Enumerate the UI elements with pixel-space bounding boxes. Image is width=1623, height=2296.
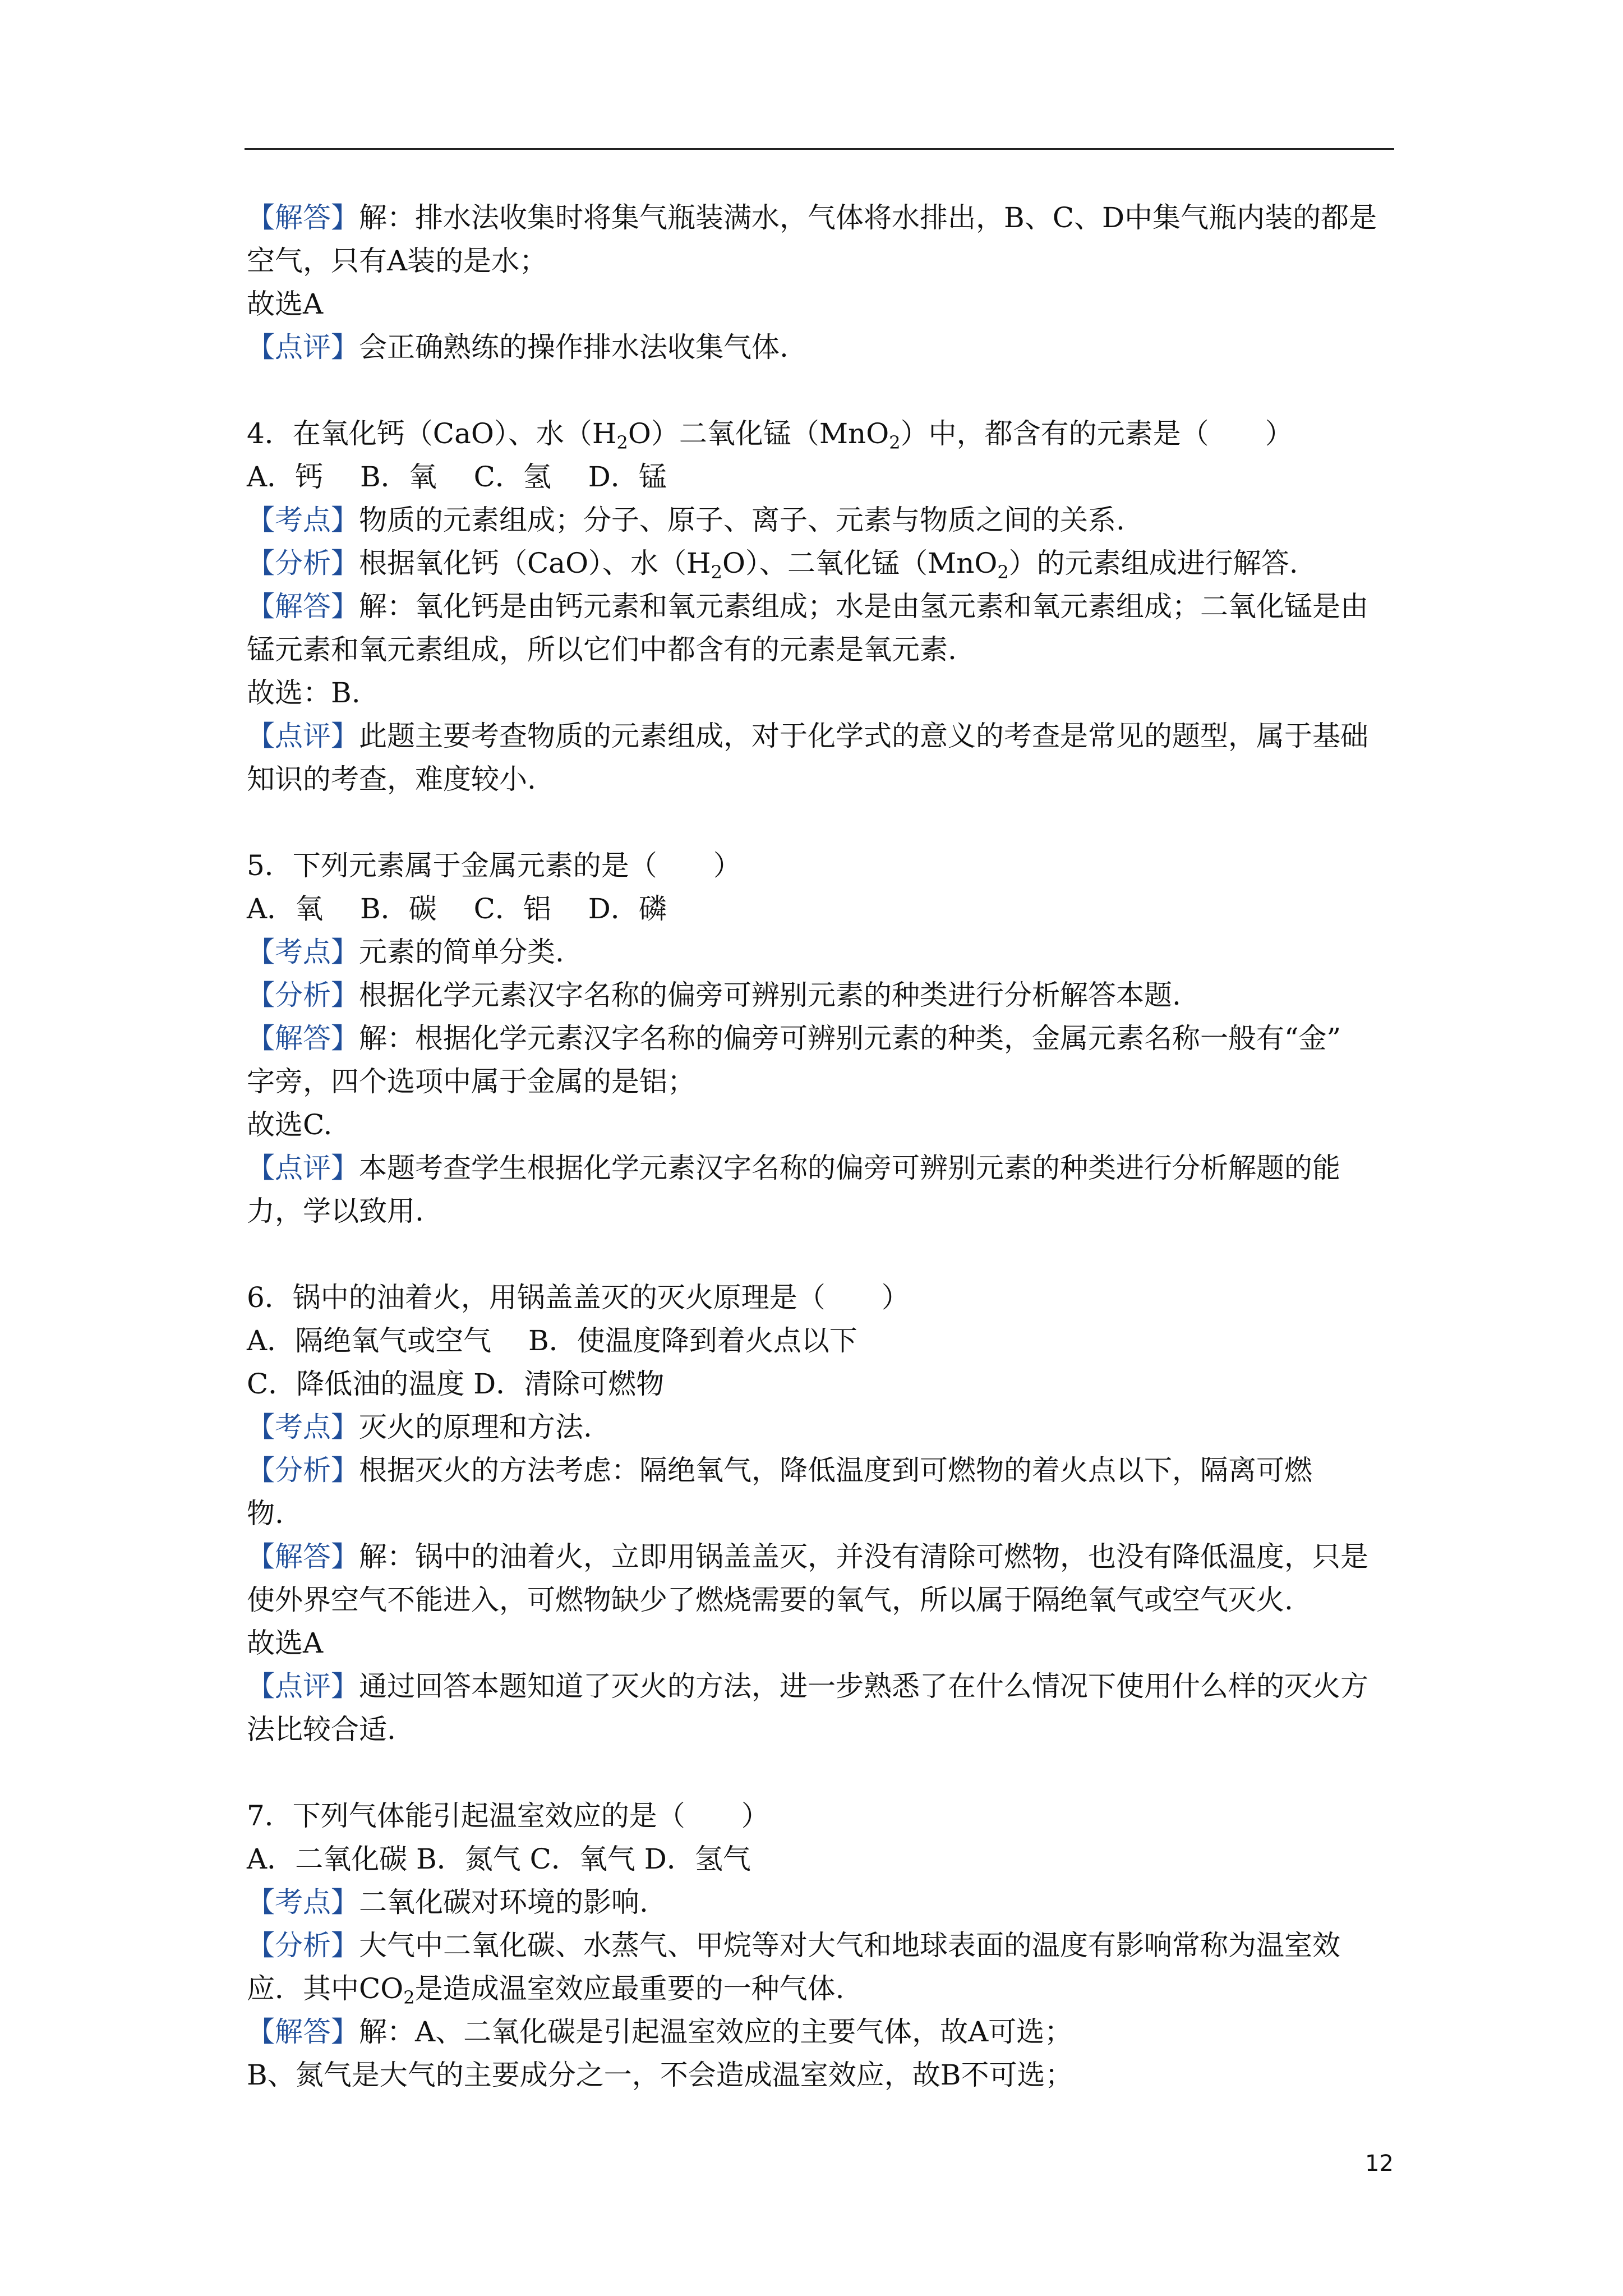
line-text: 会正确熟练的操作排水法收集气体. xyxy=(359,331,789,364)
section-tag: 【考点】 xyxy=(247,1886,359,1918)
line-text: 使外界空气不能进入，可燃物缺少了燃烧需要的氧气，所以属于隔绝氧气或空气灭火. xyxy=(247,1584,1293,1616)
text-line xyxy=(247,844,1413,887)
line-text: 故选C. xyxy=(247,1108,333,1141)
text-line xyxy=(247,1449,1413,1492)
text-line xyxy=(247,1708,1413,1751)
section-tag: 【考点】 xyxy=(247,936,359,968)
line-text: 根据灭火的方法考虑：隔绝氧气，降低温度到可燃物的着火点以下，隔离可燃 xyxy=(359,1454,1312,1487)
subscript: 2 xyxy=(711,562,723,583)
line-text: 锰元素和氧元素组成，所以它们中都含有的元素是氧元素. xyxy=(247,633,957,666)
line-text: 5．下列元素属于金属元素的是（ ） xyxy=(247,849,741,882)
section-tag: 【解答】 xyxy=(247,2016,359,2048)
blank-line xyxy=(247,369,1413,412)
text-line xyxy=(247,283,1413,326)
text-line xyxy=(247,887,1413,931)
line-text: A．隔绝氧气或空气 B．使温度降到着火点以下 xyxy=(247,1324,857,1357)
line-text: 通过回答本题知道了灭火的方法，进一步熟悉了在什么情况下使用什么样的灭火方 xyxy=(359,1670,1368,1703)
text-line xyxy=(247,1276,1413,1319)
line-text: O）二氧化锰（MnO xyxy=(628,417,889,450)
section-tag: 【分析】 xyxy=(247,1929,359,1962)
section-tag: 【解答】 xyxy=(247,201,359,234)
line-text: 根据化学元素汉字名称的偏旁可辨别元素的种类进行分析解答本题. xyxy=(359,979,1181,1011)
text-line xyxy=(247,1319,1413,1363)
line-text: 故选A xyxy=(247,1627,324,1659)
text-line xyxy=(247,1190,1413,1233)
line-text: A．二氧化碳 B．氮气 C．氧气 D．氢气 xyxy=(247,1843,751,1875)
line-text: 解：根据化学元素汉字名称的偏旁可辨别元素的种类，金属元素名称一般有“金” xyxy=(359,1022,1341,1055)
subscript: 2 xyxy=(889,432,901,453)
text-line xyxy=(247,326,1413,369)
subscript: 2 xyxy=(403,1987,415,2008)
text-line xyxy=(247,1060,1413,1103)
section-tag: 【解答】 xyxy=(247,1022,359,1055)
line-text: 二氧化碳对环境的影响. xyxy=(359,1886,648,1918)
text-line xyxy=(247,196,1413,240)
section-tag: 【解答】 xyxy=(247,590,359,623)
line-text: 本题考查学生根据化学元素汉字名称的偏旁可辨别元素的种类进行分析解题的能 xyxy=(359,1152,1340,1184)
line-text: 力，学以致用. xyxy=(247,1195,424,1227)
text-line xyxy=(247,499,1413,542)
text-line xyxy=(247,1103,1413,1147)
text-line xyxy=(247,585,1413,628)
text-line xyxy=(247,758,1413,801)
line-text: A．氧 B．碳 C．铝 D．磷 xyxy=(247,892,667,925)
subscript: 2 xyxy=(616,432,628,453)
text-line xyxy=(247,1017,1413,1060)
document-body xyxy=(247,196,1413,2097)
blank-line xyxy=(247,1751,1413,1795)
line-text: 物质的元素组成；分子、原子、离子、元素与物质之间的关系. xyxy=(359,504,1125,536)
line-text: 解：排水法收集时将集气瓶装满水，气体将水排出，B、C、D中集气瓶内装的都是 xyxy=(359,201,1377,234)
text-line xyxy=(247,1579,1413,1622)
line-text: 是造成温室效应最重要的一种气体. xyxy=(414,1972,845,2005)
text-line xyxy=(247,542,1413,585)
text-line xyxy=(247,1924,1413,1967)
blank-line xyxy=(247,1233,1413,1276)
text-line xyxy=(247,455,1413,499)
header-rule xyxy=(245,148,1394,150)
line-text: 6．锅中的油着火，用锅盖盖灭的灭火原理是（ ） xyxy=(247,1281,910,1314)
line-text: 空气，只有A装的是水； xyxy=(247,245,548,277)
text-line xyxy=(247,1665,1413,1708)
text-line xyxy=(247,1838,1413,1881)
line-text: 解：氧化钙是由钙元素和氧元素组成；水是由氢元素和氧元素组成；二氧化锰是由 xyxy=(359,590,1368,623)
section-tag: 【考点】 xyxy=(247,1411,359,1443)
section-tag: 【点评】 xyxy=(247,331,359,364)
line-text: 解：锅中的油着火，立即用锅盖盖灭，并没有清除可燃物，也没有降低温度，只是 xyxy=(359,1540,1368,1573)
blank-line xyxy=(247,801,1413,844)
line-text: 应．其中CO xyxy=(247,1972,404,2005)
text-line xyxy=(247,715,1413,758)
text-line xyxy=(247,1622,1413,1665)
line-text: 字旁，四个选项中属于金属的是铝； xyxy=(247,1065,695,1098)
section-tag: 【分析】 xyxy=(247,547,359,579)
text-line xyxy=(247,1881,1413,1924)
section-tag: 【点评】 xyxy=(247,720,359,752)
text-line xyxy=(247,240,1413,283)
text-line xyxy=(247,2010,1413,2054)
text-line xyxy=(247,931,1413,974)
text-line xyxy=(247,2054,1413,2097)
text-line xyxy=(247,628,1413,671)
page-number: 12 xyxy=(1365,2151,1394,2177)
text-line xyxy=(247,974,1413,1017)
text-line xyxy=(247,1363,1413,1406)
line-text: ）的元素组成进行解答. xyxy=(1008,547,1298,579)
line-text: 故选：B. xyxy=(247,677,361,709)
text-line xyxy=(247,671,1413,715)
line-text: C．降低油的温度 D．清除可燃物 xyxy=(247,1368,665,1400)
text-line xyxy=(247,1967,1413,2010)
line-text: 4．在氧化钙（CaO）、水（H xyxy=(247,417,617,450)
line-text: 法比较合适. xyxy=(247,1713,396,1746)
section-tag: 【分析】 xyxy=(247,1454,359,1487)
line-text: O）、二氧化锰（MnO xyxy=(722,547,998,579)
line-text: B、氮气是大气的主要成分之一，不会造成温室效应，故B不可选； xyxy=(247,2059,1073,2091)
line-text: 大气中二氧化碳、水蒸气、甲烷等对大气和地球表面的温度有影响常称为温室效 xyxy=(359,1929,1340,1962)
section-tag: 【解答】 xyxy=(247,1540,359,1573)
section-tag: 【分析】 xyxy=(247,979,359,1011)
line-text: 知识的考查，难度较小. xyxy=(247,763,536,795)
text-line xyxy=(247,1147,1413,1190)
text-line xyxy=(247,1406,1413,1449)
text-line xyxy=(247,1795,1413,1838)
text-line xyxy=(247,1535,1413,1579)
line-text: 根据氧化钙（CaO）、水（H xyxy=(359,547,711,579)
text-line xyxy=(247,1492,1413,1535)
line-text: 灭火的原理和方法. xyxy=(359,1411,592,1443)
line-text: A．钙 B．氧 C．氢 D．锰 xyxy=(247,461,667,493)
line-text: ）中，都含有的元素是（ ） xyxy=(900,417,1293,450)
text-line xyxy=(247,412,1413,455)
line-text: 物. xyxy=(247,1497,284,1530)
line-text: 7．下列气体能引起温室效应的是（ ） xyxy=(247,1800,769,1832)
line-text: 解：A、二氧化碳是引起温室效应的主要气体，故A可选； xyxy=(359,2016,1073,2048)
subscript: 2 xyxy=(997,562,1009,583)
line-text: 故选A xyxy=(247,288,324,320)
section-tag: 【点评】 xyxy=(247,1152,359,1184)
section-tag: 【点评】 xyxy=(247,1670,359,1703)
line-text: 此题主要考查物质的元素组成，对于化学式的意义的考查是常见的题型，属于基础 xyxy=(359,720,1368,752)
section-tag: 【考点】 xyxy=(247,504,359,536)
line-text: 元素的简单分类. xyxy=(359,936,564,968)
